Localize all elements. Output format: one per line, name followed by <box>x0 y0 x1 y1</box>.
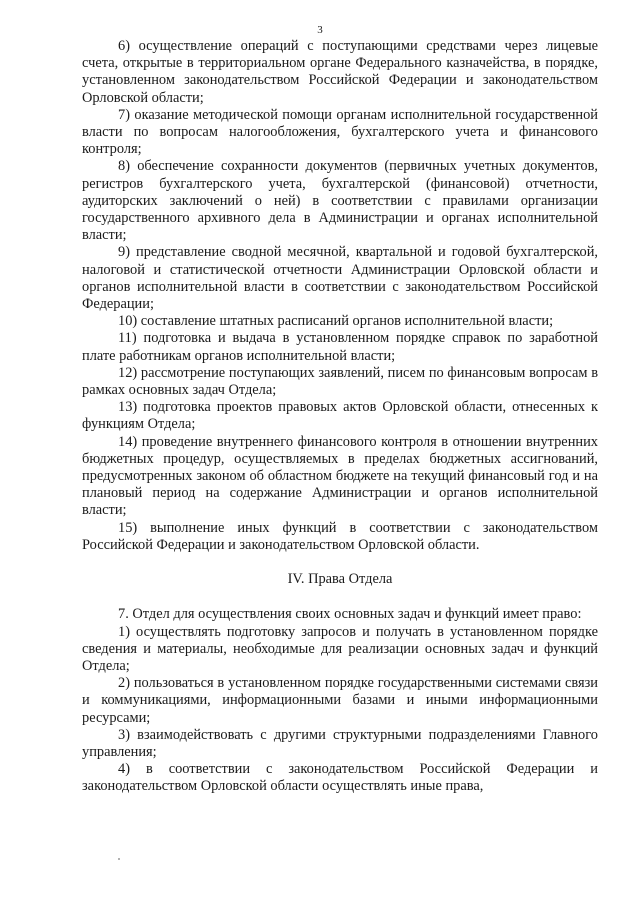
rights-item-3: 3) взаимодействовать с другими структурными подразделениями Главного управления; <box>82 726 598 760</box>
functions-item-9: 9) представление сводной месячной, квартальной и годовой бухгалтерской, налоговой и статистической отчетности Администрации Орловской области и органов исполнительной власти в соответствии с законодательством Российской Федерации; <box>82 244 598 313</box>
scan-speck <box>118 858 120 860</box>
functions-item-6: 6) осуществление операций с поступающими средствами через лицевые счета, открытые в территориальном органе Федерального казначейства, в порядке, установленном законодательством Российской Федерации и законодательством Орловской области; <box>82 38 598 106</box>
rights-intro: 7. Отдел для осуществления своих основных задач и функций имеет право: <box>118 606 582 623</box>
functions-item-8: 8) обеспечение сохранности документов (первичных учетных документов, регистров бухгалтерского учета, бухгалтерской (финансовой) отчетности, аудиторских заключений о ней) в соответствии с правилами организации государственного архивного дела в Администрации и органах исполнительной власти; <box>82 158 598 244</box>
functions-item-11: 11) подготовка и выдача в установленном порядке справок по заработной плате работникам органов исполнительной власти; <box>82 330 598 364</box>
page-number: 3 <box>317 24 323 36</box>
functions-item-10: 10) составление штатных расписаний органов исполнительной власти; <box>118 313 554 330</box>
rights-item-1: 1) осуществлять подготовку запросов и получать в установленном порядке сведения и материалы, необходимые для реализации основных задач и функций Отдела; <box>82 623 598 674</box>
document-body <box>82 38 598 796</box>
functions-item-13: 13) подготовка проектов правовых актов Орловской области, отнесенных к функциям Отдела; <box>82 399 598 433</box>
section-heading: IV. Права Отдела <box>287 571 393 588</box>
functions-item-7: 7) оказание методической помощи органам исполнительной государственной власти по вопросам налогообложения, бухгалтерского учета и финансового контроля; <box>82 106 598 158</box>
rights-item-4: 4) в соответствии с законодательством Российской Федерации и законодательством Орловской области осуществлять иные права, <box>82 761 598 795</box>
functions-item-15: 15) выполнение иных функций в соответствии с законодательством Российской Федерации и законодательством Орловской области. <box>82 519 598 553</box>
functions-item-12: 12) рассмотрение поступающих заявлений, писем по финансовым вопросам в рамках основных задач Отдела; <box>82 364 598 399</box>
functions-item-14: 14) проведение внутреннего финансового контроля в отношении внутренних бюджетных процедур, осуществляемых в пределах бюджетных ассигнований, предусмотренных законом об областном бюджете на текущий финансовый год и на плановый период на содержание Администрации и органов исполнительной власти; <box>82 433 598 519</box>
rights-item-2: 2) пользоваться в установленном порядке государственными системами связи и коммуникациями, информационными базами и иными информационными ресурсами; <box>82 675 598 726</box>
